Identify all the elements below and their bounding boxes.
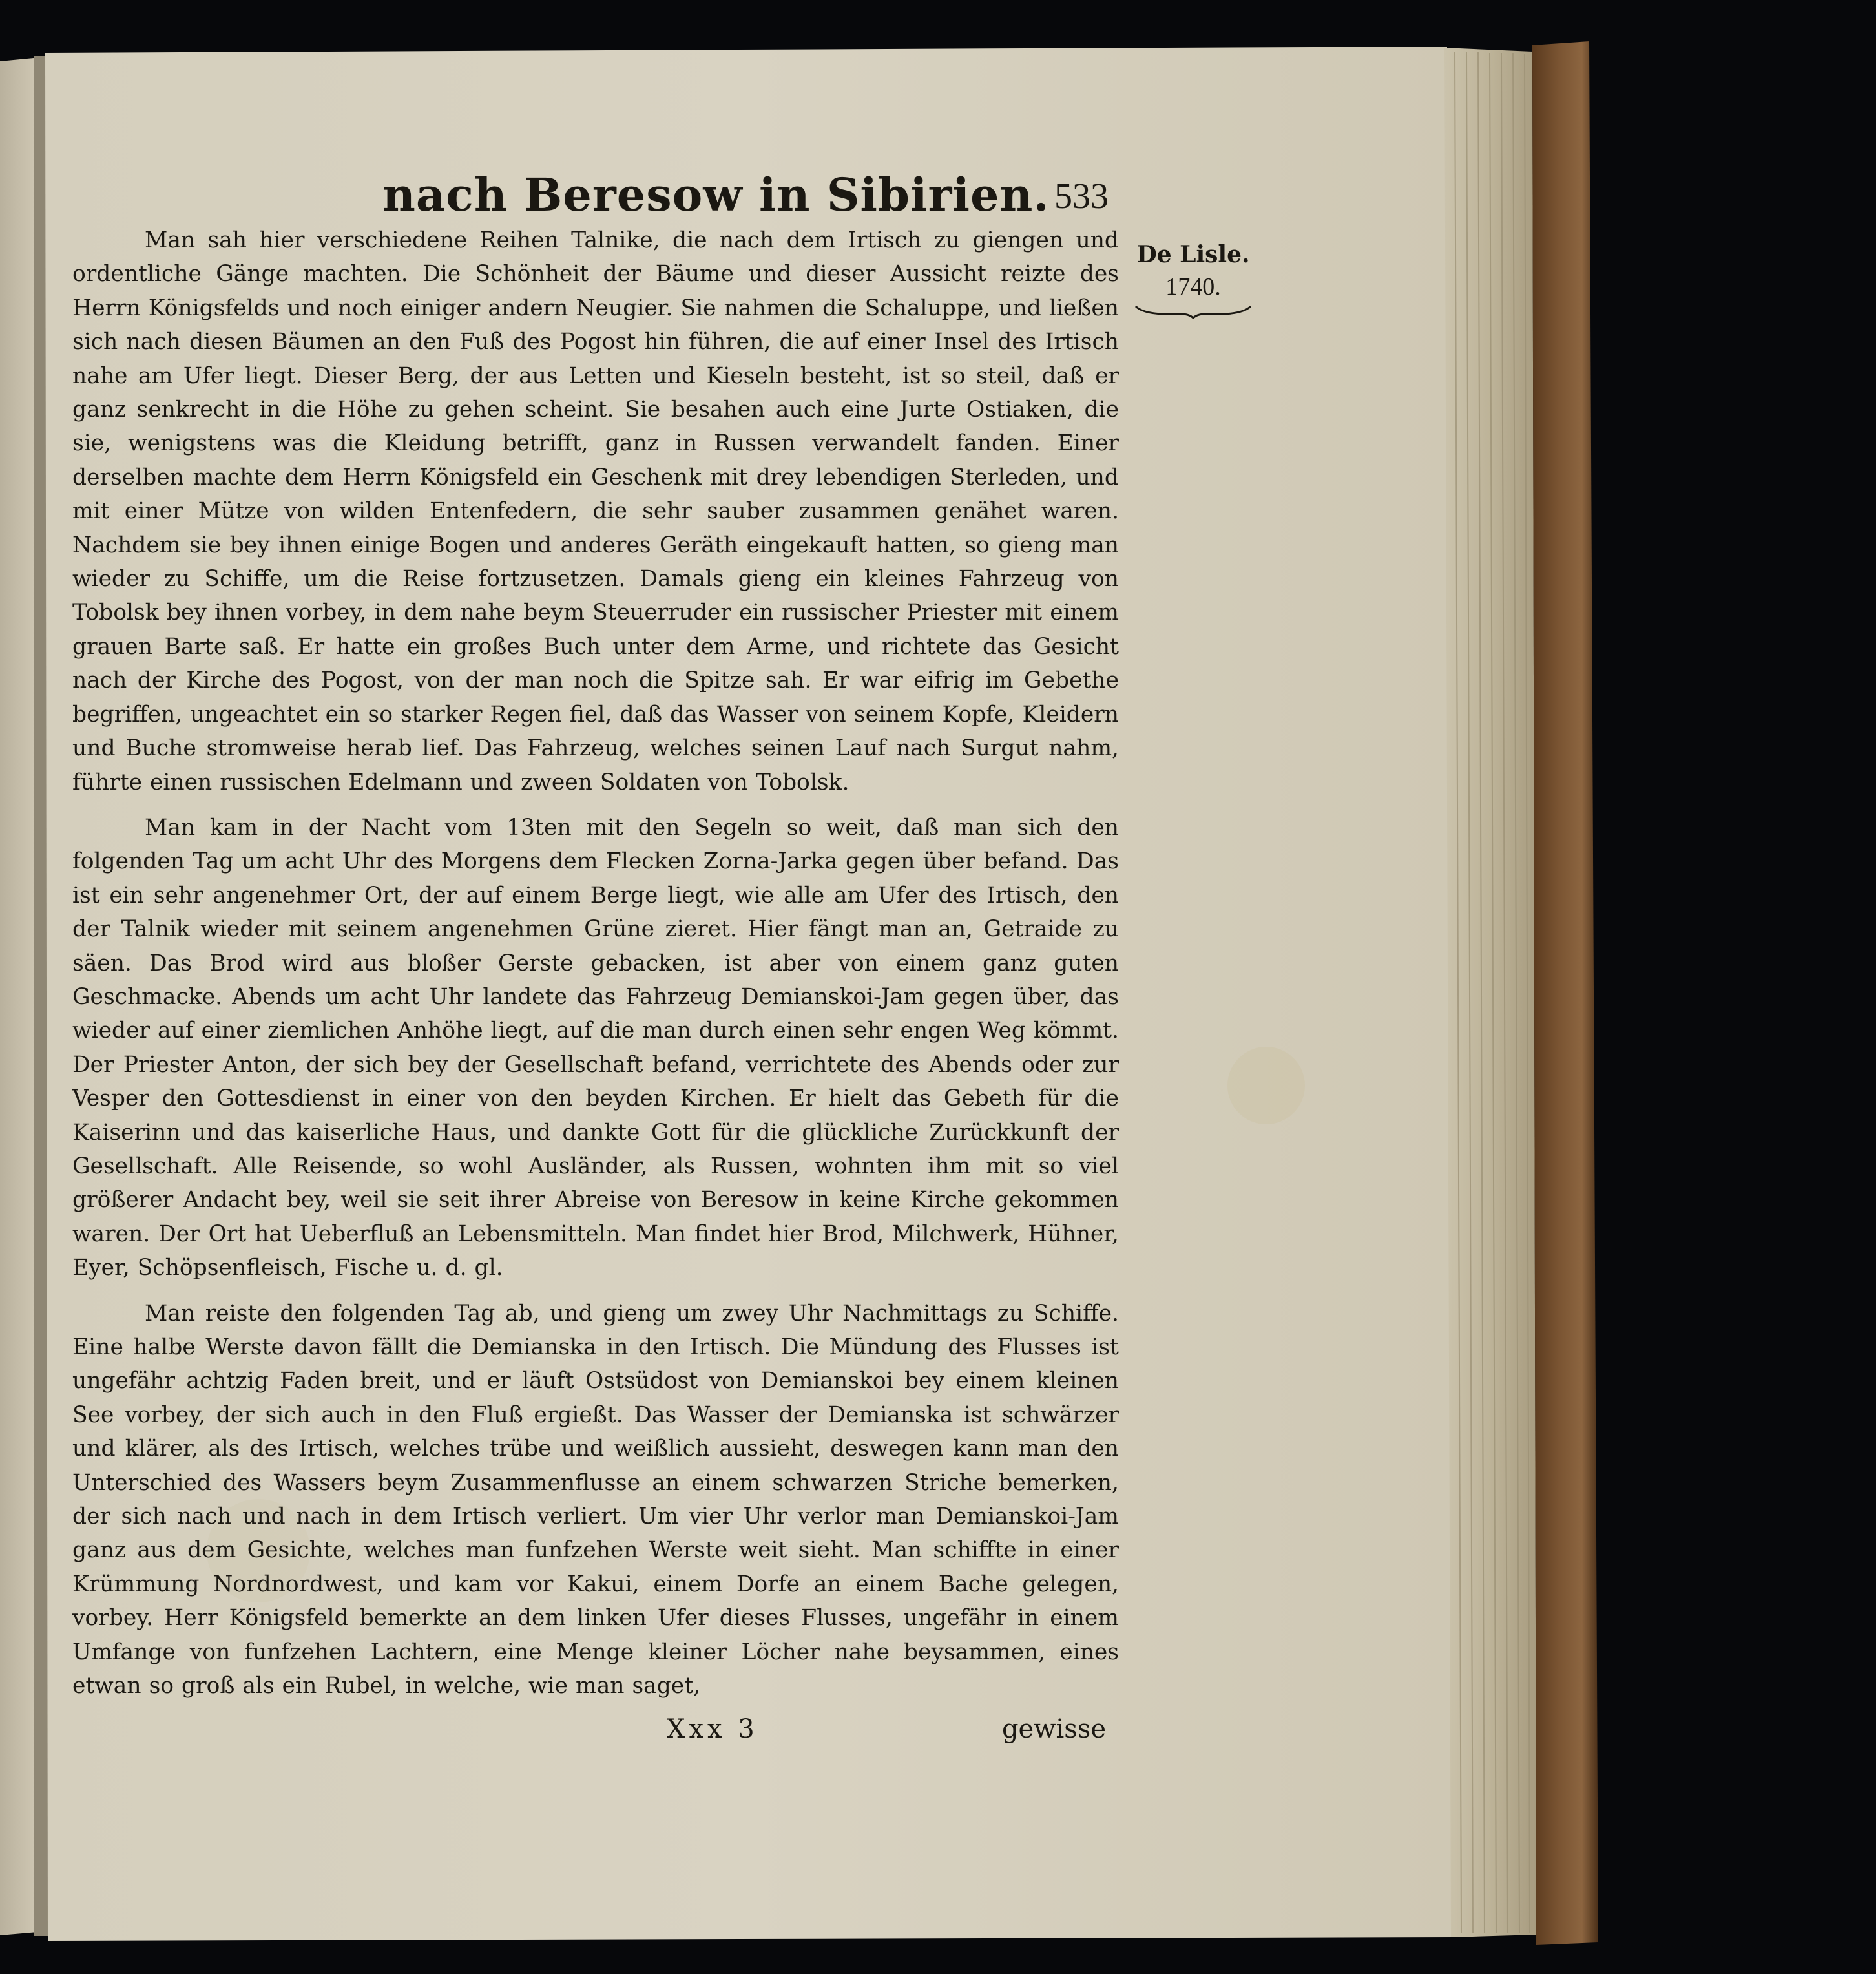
catchword: gewisse: [1001, 1714, 1106, 1745]
margin-note: [1132, 239, 1255, 319]
margin-note-year: 1740.: [1165, 273, 1221, 300]
margin-brace-icon: [1132, 304, 1255, 319]
margin-note-name: De Lisle.: [1136, 241, 1250, 268]
paragraph-1: Man sah hier verschiedene Reihen Talnike, die nach dem Irtisch zu giengen und ordentliche Gänge machten. Die Schönheit der Bäume und dieser Aussicht reizte des Herrn Königsfelds und noch einiger andern Neugier. Sie nahmen die Schaluppe, und ließen sich nach diesen Bäumen an den Fuß des Pogost hin führen, die auf einer Insel des Irtisch nahe am Ufer liegt. Dieser Berg, der aus Letten und Kieseln besteht, ist so steil, daß er ganz senkrecht in die Höhe zu gehen scheint. Sie besahen auch eine Jurte Ostiaken, die sie, wenigstens was die Kleidung betrifft, ganz in Russen verwandelt fanden. Einer derselben machte dem Herrn Königsfeld ein Geschenk mit drey lebendigen Sterleden, und mit einer Mütze von wilden Entenfedern, die sehr sauber zusammen genähet waren. Nachdem sie bey ihnen einige Bogen und anderes Geräth eingekauft hatten, so gieng man wieder zu Schiffe, um die Reise fortzusetzen. Damals gieng ein kleines Fahrzeug von Tobolsk bey ihnen vorbey, in dem nahe beym Steuerruder ein russischer Priester mit einem grauen Barte saß. Er hatte ein großes Buch unter dem Arme, und richtete das Gesicht nach der Kirche des Pogost, von der man noch die Spitze sah. Er war eifrig im Gebethe begriffen, ungeachtet ein so starker Regen fiel, daß das Wasser von seinem Kopfe, Kleidern und Buche stromweise herab lief. Das Fahrzeug, welches seinen Lauf nach Surgut nahm, führte einen russischen Edelmann und zween Soldaten von Tobolsk.: [72, 227, 1119, 795]
page-header: [72, 162, 1119, 224]
running-title: nach Beresow in Sibirien.: [382, 168, 1050, 222]
page-text: [72, 162, 1119, 1753]
paragraph-2: Man kam in der Nacht vom 13ten mit den Segeln so weit, daß man sich den folgenden Tag um acht Uhr des Morgens dem Flecken Zorna-Jarka gegen über befand. Das ist ein sehr angenehmer Ort, der auf einem Berge liegt, wie alle am Ufer des Irtisch, den der Talnik wieder mit seinem angenehmen Grüne zieret. Hier fängt man an, Getraide zu säen. Das Brod wird aus bloßer Gerste gebacken, ist aber von einem ganz guten Geschmacke. Abends um acht Uhr landete das Fahrzeug Demianskoi-Jam gegen über, das wieder auf einer ziemlichen Anhöhe liegt, auf die man durch einen sehr engen Weg kömmt. Der Priester Anton, der sich bey der Gesellschaft befand, verrichtete des Abends oder zur Vesper den Gottesdienst in einer von den beyden Kirchen. Er hielt das Gebeth für die Kaiserinn und das kaiserliche Haus, und dankte Gott für die glückliche Zurückkunft der Gesellschaft. Alle Reisende, so wohl Ausländer, als Russen, wohnten ihm mit so viel größerer Andacht bey, weil sie seit ihrer Abreise von Beresow in keine Kirche gekommen waren. Der Ort hat Ueberfluß an Lebensmitteln. Man findet hier Brod, Milchwerk, Hühner, Eyer, Schöpsenfleisch, Fische u. d. gl.: [72, 814, 1119, 1281]
page-number: 533: [1054, 176, 1109, 216]
signature-mark: Xxx 3: [667, 1714, 758, 1745]
paragraph-3: Man reiste den folgenden Tag ab, und gieng um zwey Uhr Nachmittags zu Schiffe. Eine halbe Werste davon fällt die Demianska in den Irtisch. Die Mündung des Flusses ist ungefähr achtzig Faden breit, und er läuft Ostsüdost von Demianskoi bey einem kleinen See vorbey, der sich auch in den Fluß ergießt. Das Wasser der Demianska ist schwärzer und klärer, als des Irtisch, welches trübe und weißlich aussieht, deswegen kann man den Unterschied des Wassers beym Zusammenflusse an einem schwarzen Striche bemerken, der sich nach und nach in dem Irtisch verliert. Um vier Uhr verlor man Demianskoi-Jam ganz aus dem Gesichte, welches man funfzehen Werste weit sieht. Man schiffte in einer Krümmung Nordnordwest, und kam vor Kakui, einem Dorfe an einem Bache gelegen, vorbey. Herr Königsfeld bemerkte an dem linken Ufer dieses Flusses, ungefähr in einem Umfange von funfzehen Lachtern, eine Menge kleiner Löcher nahe beysammen, eines etwan so groß als ein Rubel, in welche, wie man saget,: [72, 1300, 1119, 1699]
page-footer: [72, 1714, 1119, 1753]
